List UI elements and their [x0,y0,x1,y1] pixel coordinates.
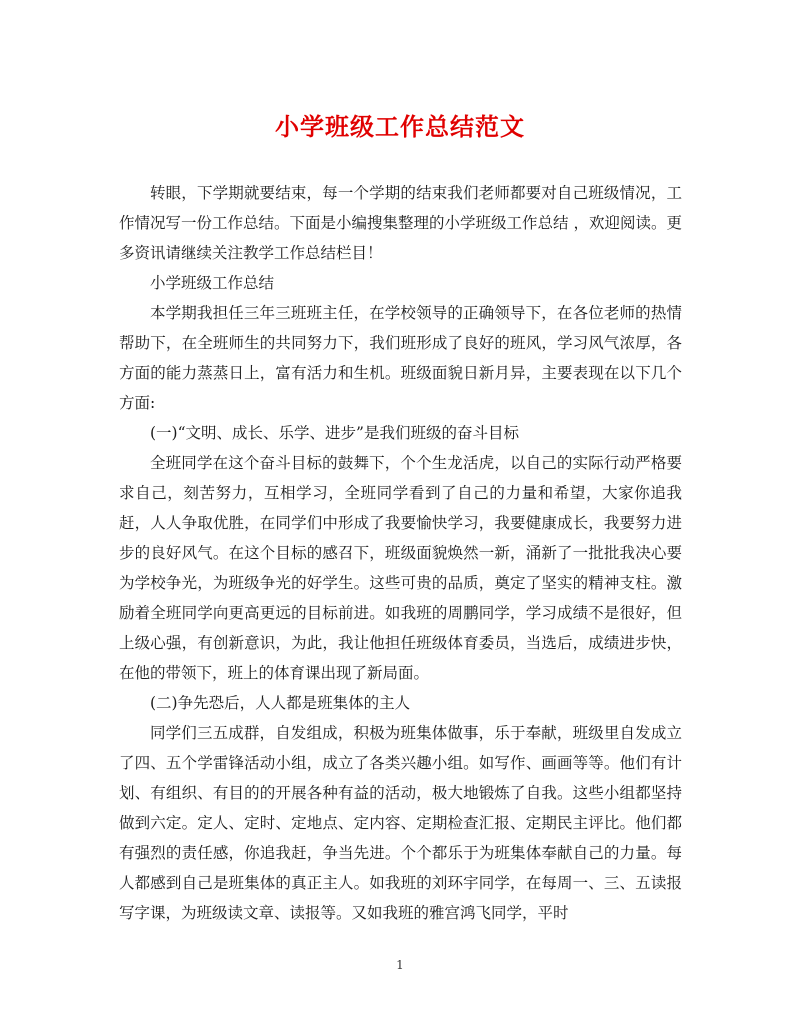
section-heading-1: (一)“文明、成长、乐学、进步”是我们班级的奋斗目标 [150,424,519,442]
document-body [119,178,682,928]
paragraph-subtitle: 小学班级工作总结 [150,274,275,292]
document-title: 小学班级工作总结范文 [275,112,525,141]
section-heading-2: (二)争先恐后，人人都是班集体的主人 [150,694,411,712]
paragraph-section-1: 全班同学在这个奋斗目标的鼓舞下，个个生龙活虎，以自己的实际行动严格要求自己，刻苦努力，互相学习，全班同学看到了自己的力量和希望，大家你追我赶，人人争取优胜，在同学们中形成了我要愉快学习，我要健康成长，我要努力进步的良好风气。在这个目标的感召下，班级面貌焕然一新，涌新了一批批我决心要为学校争光，为班级争光的好学生。这些可贵的品质，奠定了坚实的精神支柱。激励着全班同学向更高更远的目标前进。如我班的周鹏同学，学习成绩不是很好，但上级心强，有创新意识，为此，我让他担任班级体育委员，当选后，成绩进步快，在他的带领下，班上的体育课出现了新局面。 [119,454,682,682]
paragraph-intro: 转眼，下学期就要结束，每一个学期的结束我们老师都要对自己班级情况，工作情况写一份工作总结。下面是小编搜集整理的小学班级工作总结 ，欢迎阅读。更多资讯请继续关注教学工作总结栏目！ [119,184,682,262]
paragraph-section-2: 同学们三五成群，自发组成，积极为班集体做事，乐于奉献，班级里自发成立了四、五个学雷锋活动小组，成立了各类兴趣小组。如写作、画画等等。他们有计划、有组织、有目的的开展各种有益的活动，极大地锻炼了自我。这些小组都坚持做到六定。定人、定时、定地点、定内容、定期检查汇报、定期民主评比。他们都有强烈的责任感，你追我赶，争当先进。个个都乐于为班集体奉献自己的力量。每人都感到自己是班集体的真正主人。如我班的刘环宇同学，在每周一、三、五读报写字课，为班级读文章、读报等。又如我班的雅宫鸿飞同学，平时 [119,724,682,922]
paragraph-overview: 本学期我担任三年三班班主任，在学校领导的正确领导下，在各位老师的热情帮助下，在全班师生的共同努力下，我们班形成了良好的班风，学习风气浓厚，各方面的能力蒸蒸日上，富有活力和生机。班级面貌日新月异，主要表现在以下几个方面: [119,304,682,412]
page-number: 1 [396,958,404,972]
